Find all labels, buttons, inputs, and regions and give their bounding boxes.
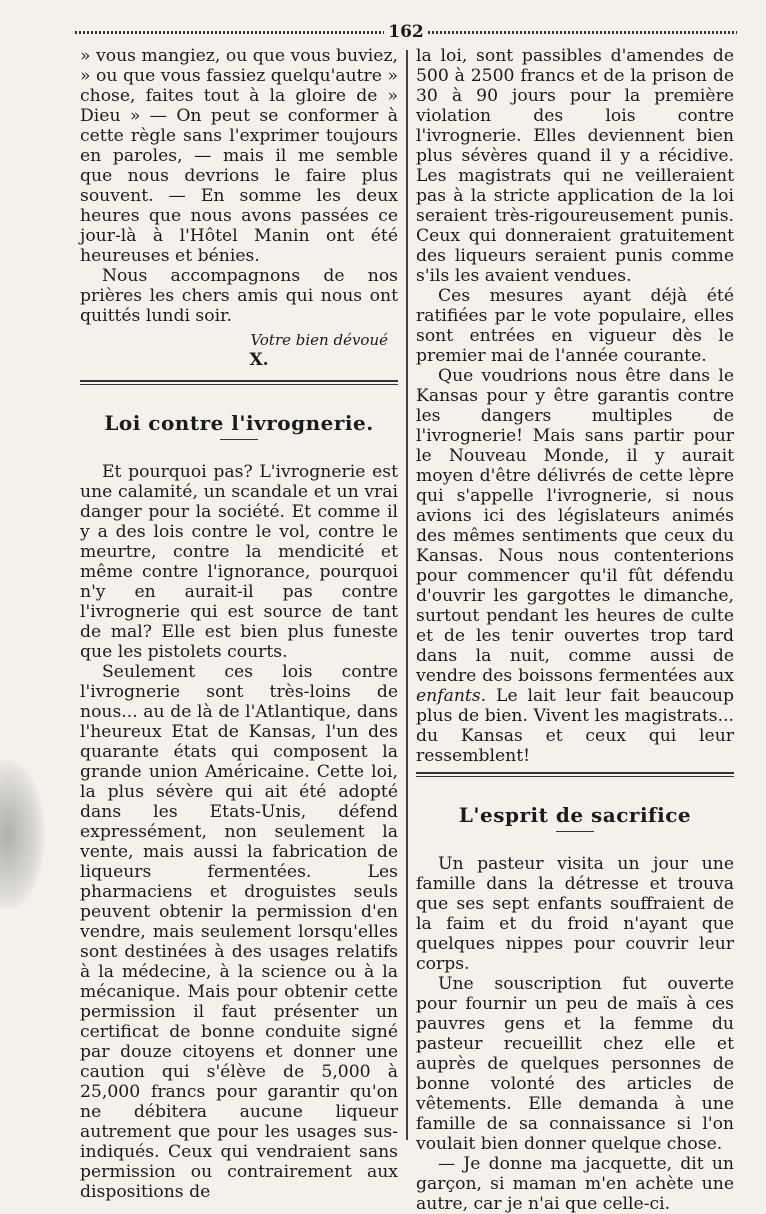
letter-farewell: Nous accompagnons de nos prières les chers amis qui nous ont quittés lundi soir.	[80, 266, 398, 326]
emphasis-text: enfants.	[416, 686, 487, 706]
title-dash	[556, 831, 594, 832]
article-paragraph	[416, 366, 734, 766]
header-rule-right	[428, 31, 737, 34]
paper-stain	[0, 760, 45, 910]
article-paragraph: Et pourquoi pas? L'ivrognerie est une calamité, un scandale et un vrai danger pour la société. Et comme il y a des lois contre le vol, contre le meurtre, contre la mendicité et même contre l'ignorance, pourquoi n'y en aurait-il pas contre l'ivrognerie qui est source de tant de mal? Elle est bien plus funeste que les pistolets courts.	[80, 462, 398, 662]
article-paragraph: Ces mesures ayant déjà été ratifiées par le vote populaire, elles sont entrées en vigueur dès le premier mai de l'année courante.	[416, 286, 734, 366]
right-column	[416, 46, 734, 1214]
section-rule	[416, 772, 734, 777]
title-dash	[220, 439, 258, 440]
article-paragraph: — Je donne ma jacquette, dit un garçon, si maman m'en achète une autre, car je n'ai que celle-ci.	[416, 1154, 734, 1214]
letter-continuation: » vous mangiez, ou que vous buviez, » ou que vous fassiez quelqu'autre » chose, faites tout à la gloire de » Dieu » — On peut se conformer à cette règle sans l'exprimer toujours en paroles, — mais il me semble que nous devrions le faire plus souvent. — En somme les deux heures que nous avons passées ce jour-là à l'Hôtel Manin ont été heureuses et bénies.	[80, 46, 398, 266]
article-paragraph: Seulement ces lois contre l'ivrognerie sont très-loins de nous... au de là de l'Atlantique, dans l'heureux Etat de Kansas, l'un des quarante états qui composent la grande union Américaine. Cette loi, la plus sévère qui ait été adopté dans les Etats-Unis, défend expressément, non seulement la vente, mais aussi la fabrication de liqueurs fermentées. Les pharmaciens et droguistes seuls peuvent obtenir la permission d'en vendre, mais seulement lorsqu'elles sont destinées à des usages relatifs à la médecine, à la science ou à la mécanique. Mais pour obtenir cette permission il faut présenter un certificat de bonne conduite signé par douze citoyens et donner une caution qui s'élève de 5,000 à 25,000 francs pour garantir qu'on ne débitera aucune liqueur autrement que pour les usages sus-indiqués. Ceux qui vendraient sans permission ou contrairement aux dispositions de	[80, 662, 398, 1202]
header-rule-left	[75, 31, 384, 34]
paragraph-text: Que voudrions nous être dans le Kansas pour y être garantis contre les dangers multiples de l'ivrognerie! Mais sans partir pour le Nouveau Monde, il y aurait moyen d'être délivrés de cette lèpre qui s'appelle l'ivrognerie, si nous avions ici des législateurs animés des mêmes sentiments que ceux du Kansas. Nous nous contenterions pour commencer qu'il fût défendu d'ouvrir les gargottes le dimanche, surtout pendant les heures de culte et de les tenir ouvertes trop tard dans la nuit, comme aussi de vendre des boissons fermentées aux	[416, 366, 734, 686]
section-rule	[80, 380, 398, 385]
paragraph-text: Le lait leur fait beaucoup plus de bien. Vivent les magistrats... du Kansas et ceux qui leur ressemblent!	[416, 686, 734, 766]
article-paragraph-continued: la loi, sont passibles d'amendes de 500 à 2500 francs et de la prison de 30 à 90 jours pour la première violation des lois contre l'ivrognerie. Elles deviennent bien plus sévères quand il y a récidive. Les magistrats qui ne veilleraient pas à la stricte application de la loi seraient très-rigoureusement punis. Ceux qui donneraient gratuitement des liqueurs seraient punis comme s'ils les avaient vendues.	[416, 46, 734, 286]
signature-initial: X.	[249, 350, 269, 370]
article-title: Loi contre l'ivrognerie.	[104, 411, 374, 435]
column-divider	[406, 50, 408, 1140]
article-paragraph: Une souscription fut ouverte pour fournir un peu de maïs à ces pauvres gens et la femme du pasteur recueillit chez elle et auprès de quelques personnes de bonne volonté des articles de vêtements. Elle demanda à une famille de sa connaissance si l'on voulait bien donner quelque chose.	[416, 974, 734, 1154]
page-number: 162	[388, 22, 424, 42]
left-column	[80, 46, 398, 1202]
article-title: L'esprit de sacrifice	[458, 803, 692, 827]
page-header	[75, 22, 737, 42]
article-paragraph: Un pasteur visita un jour une famille dans la détresse et trouva que ses sept enfants souffraient de la faim et du froid n'ayant que quelques nippes pour couvrir leur corps.	[416, 854, 734, 974]
signature: Votre bien dévoué	[250, 331, 388, 349]
